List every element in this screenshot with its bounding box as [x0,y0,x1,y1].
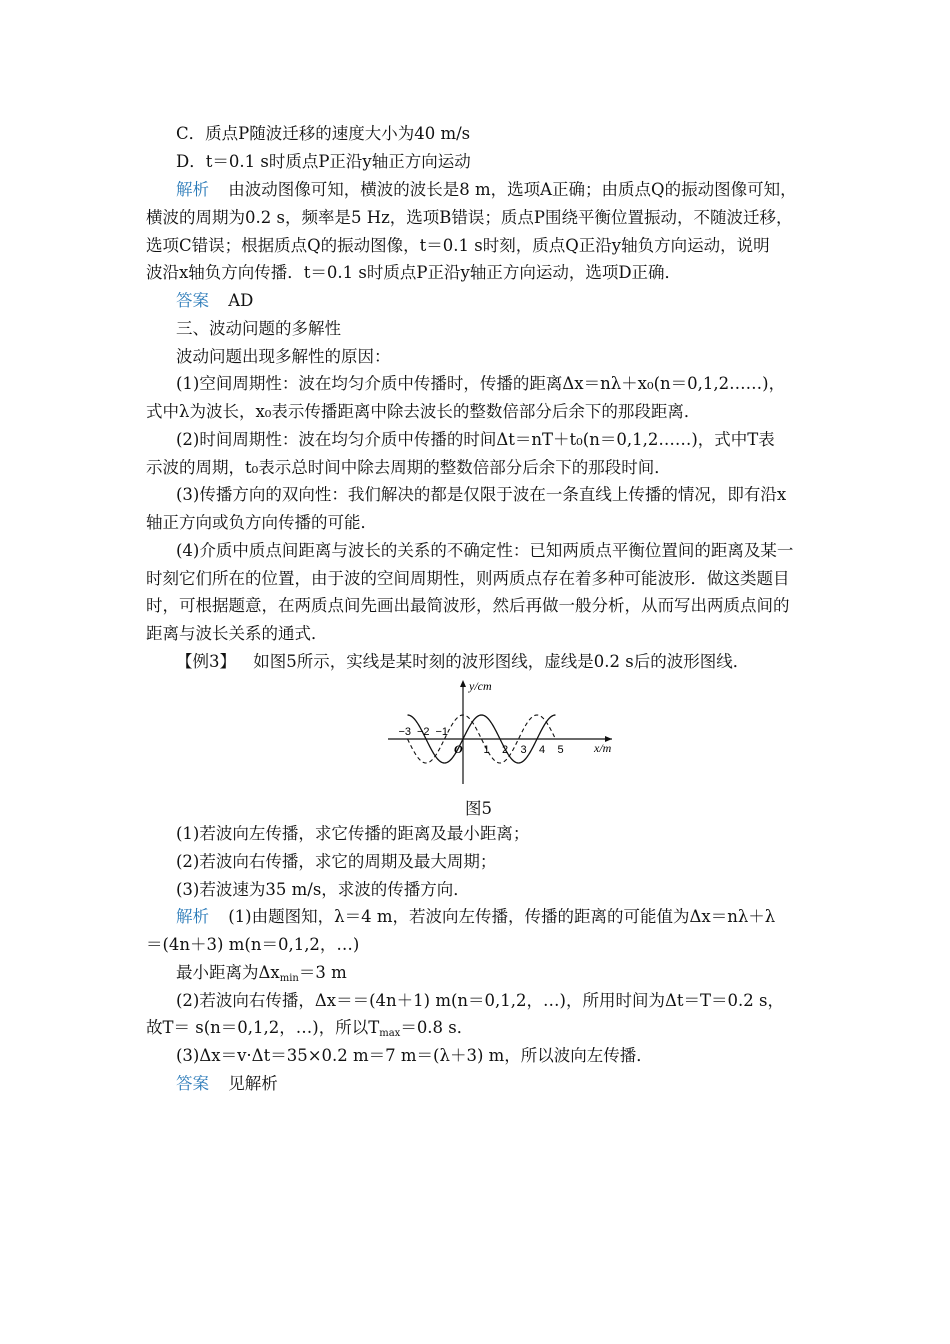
x-tick-label: 2 [502,744,509,756]
y-axis-label: y/cm [469,679,492,693]
x-tick-label: 4 [539,744,546,756]
origin-label: O [454,742,463,756]
analysis2-line4: (2)若波向右传播，Δx＝＝(4n＋1) m(n＝0,1,2，…)，所用时间为Δt＝T＝0.2 s， [176,991,784,1010]
analysis2-line5 [146,1017,473,1045]
analysis2-line3 [176,962,347,990]
analysis-label: 解析 [176,907,209,926]
para4-line4: 距离与波长关系的通式． [146,624,328,643]
para1-line2: 式中λ为波长，x₀表示传播距离中除去波长的整数倍部分后余下的那段距离． [146,402,701,421]
wave-figure [380,676,620,788]
example-line [176,651,749,673]
period-text: 故T＝ s(n＝0,1,2，…)，所以T [146,1018,380,1037]
analysis1-line1 [176,179,797,201]
para2-line1: (2)时间周期性：波在均匀介质中传播的时间Δt＝nT＋t₀(n＝0,1,2……)，式中T表 [176,430,775,449]
analysis-label: 解析 [176,180,209,199]
min-subscript: min [279,973,299,984]
analysis1-line4: 波沿x轴负方向传播．t＝0.1 s时质点P正沿y轴正方向运动，选项D正确． [146,263,682,282]
para3-line1: (3)传播方向的双向性：我们解决的都是仅限于波在一条直线上传播的情况，即有沿x [176,485,787,504]
min-distance-value: ＝3 m [298,963,347,982]
analysis1-line2: 横波的周期为0.2 s，频率是5 Hz，选项B错误；质点P围绕平衡位置振动，不随波迁移， [146,208,793,227]
para3-line2: 轴正方向或负方向传播的可能． [146,513,377,532]
x-tick-label: −2 [417,726,430,738]
analysis2-line6: (3)Δx＝v·Δt＝35×0.2 m＝7 m＝(λ＋3) m，所以波向左传播． [176,1046,653,1065]
max-subscript: max [379,1028,401,1039]
x-tick-label: −1 [435,726,449,738]
para4-line2: 时刻它们所在的位置，由于波的空间周期性，则两质点存在着多种可能波形．做这类题目 [146,569,790,588]
analysis1-line3: 选项C错误；根据质点Q的振动图像，t＝0.1 s时刻，质点Q正沿y轴负方向运动，说明 [146,236,770,255]
question2: (2)若波向右传播，求它的周期及最大周期； [176,852,497,871]
x-tick-label: 3 [520,744,527,756]
para4-line1: (4)介质中质点间距离与波长的关系的不确定性：已知两质点平衡位置间的距离及某一 [176,541,794,560]
option-c: C．质点P随波迁移的速度大小为40 m/s [176,124,471,143]
x-tick-label: −3 [398,726,412,738]
analysis2-line2: ＝(4n＋3) m(n＝0,1,2，…) [146,935,360,954]
question3: (3)若波速为35 m/s，求波的传播方向． [176,880,470,899]
para1-line1: (1)空间周期性：波在均匀介质中传播时，传播的距离Δx＝nλ＋x₀(n＝0,1,2……)， [176,374,786,393]
answer2-text: 见解析 [228,1074,278,1093]
analysis2-text1: (1)由题图知，λ＝4 m，若波向左传播，传播的距离的可能值为Δx＝nλ＋λ [228,907,776,926]
x-tick-label: 1 [483,744,490,756]
answer1-text: AD [228,291,254,310]
option-d: D．t＝0.1 s时质点P正沿y轴正方向运动 [176,152,471,171]
min-distance-text: 最小距离为Δx [176,963,280,982]
section-intro: 波动问题出现多解性的原因： [176,347,391,366]
example-text: 如图5所示，实线是某时刻的波形图线，虚线是0.2 s后的波形图线． [253,652,750,671]
para4-line3: 时，可根据题意，在两质点间先画出最简波形，然后再做一般分析，从而写出两质点间的 [146,596,790,615]
answer2 [176,1073,278,1095]
tick-labels [399,726,564,756]
analysis2-line1 [176,906,775,928]
answer-label: 答案 [176,1074,209,1093]
figure-caption: 图5 [465,799,492,818]
x-tick-label: 5 [557,744,564,756]
section-heading: 三、波动问题的多解性 [176,319,341,338]
question1: (1)若波向左传播，求它传播的距离及最小距离； [176,824,530,843]
example-label: 【例3】 [176,652,236,671]
analysis1-text1: 由波动图像可知，横波的波长是8 m，选项A正确；由质点Q的振动图像可知， [228,180,797,199]
period-value: ＝0.8 s． [400,1018,474,1037]
answer-label: 答案 [176,291,209,310]
para2-line2: 示波的周期，t₀表示总时间中除去周期的整数倍部分后余下的那段时间． [146,458,671,477]
answer1 [176,290,253,312]
x-axis-label: x/m [594,741,612,755]
y-axis-arrow [460,680,466,687]
